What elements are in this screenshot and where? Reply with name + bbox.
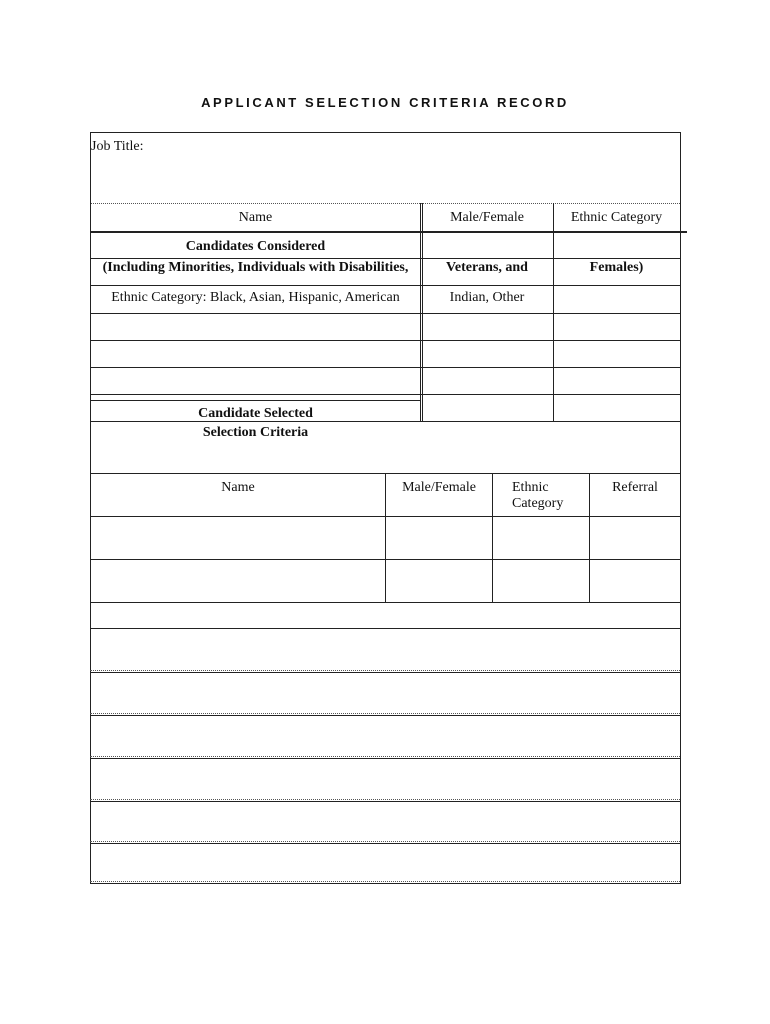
- blank-row-dotted: [90, 841, 680, 842]
- candidate-row-line: [90, 367, 680, 368]
- document-title: APPLICANT SELECTION CRITERIA RECORD: [201, 95, 569, 110]
- job-title-field-line[interactable]: [91, 203, 680, 204]
- blank-row-dotted: [90, 756, 680, 757]
- candidates-subtitle-part-2: Veterans, and: [446, 260, 528, 275]
- blank-row-dotted: [90, 881, 680, 882]
- header-divider: [90, 231, 687, 233]
- blank-row-dotted: [90, 713, 680, 714]
- selected-header-referral: Referral: [612, 480, 658, 495]
- blank-row-line: [90, 715, 680, 716]
- selected-separator-2: [492, 473, 493, 603]
- row-line-3: [90, 421, 680, 422]
- selected-row-line: [90, 559, 680, 560]
- selected-row-line: [90, 602, 680, 603]
- header-name: Name: [238, 210, 273, 225]
- job-title-label: Job Title:: [91, 139, 144, 154]
- blank-row-line: [90, 628, 680, 629]
- candidate-selected-title: Candidate Selected: [198, 406, 313, 421]
- frame-top: [90, 132, 681, 133]
- frame-bottom: [90, 883, 681, 884]
- candidate-row-line: [90, 394, 680, 395]
- blank-row-line: [90, 843, 680, 844]
- candidates-subtitle-part-3: Females): [589, 260, 644, 275]
- blank-row-dotted: [90, 799, 680, 800]
- candidate-row-line: [90, 340, 680, 341]
- candidates-subtitle-part-1: (Including Minorities, Individuals with Disabilities,: [102, 260, 409, 275]
- frame-right: [680, 132, 681, 884]
- selected-row-line: [90, 516, 680, 517]
- header-male-female: Male/Female: [450, 210, 524, 225]
- blank-row-line: [90, 801, 680, 802]
- header-ethnic-category: Ethnic Category: [570, 210, 663, 225]
- candidate-row-line: [90, 313, 680, 314]
- selected-header-ethnic-category: Ethnic Category: [512, 480, 564, 511]
- selection-criteria-title: Selection Criteria: [202, 425, 309, 440]
- row-line-1: [90, 258, 680, 259]
- ethnic-note-part-2: Indian, Other: [449, 290, 525, 305]
- candidates-considered-title: Candidates Considered: [185, 239, 326, 254]
- selected-box-top: [90, 400, 420, 401]
- row-line-2: [90, 285, 680, 286]
- blank-row-dotted: [90, 670, 680, 671]
- blank-row-line: [90, 672, 680, 673]
- ethnic-note-part-1: Ethnic Category: Black, Asian, Hispanic, American: [111, 290, 400, 305]
- blank-row-line: [90, 758, 680, 759]
- selected-header-male-female: Male/Female: [402, 480, 476, 495]
- selected-header-name: Name: [221, 480, 255, 495]
